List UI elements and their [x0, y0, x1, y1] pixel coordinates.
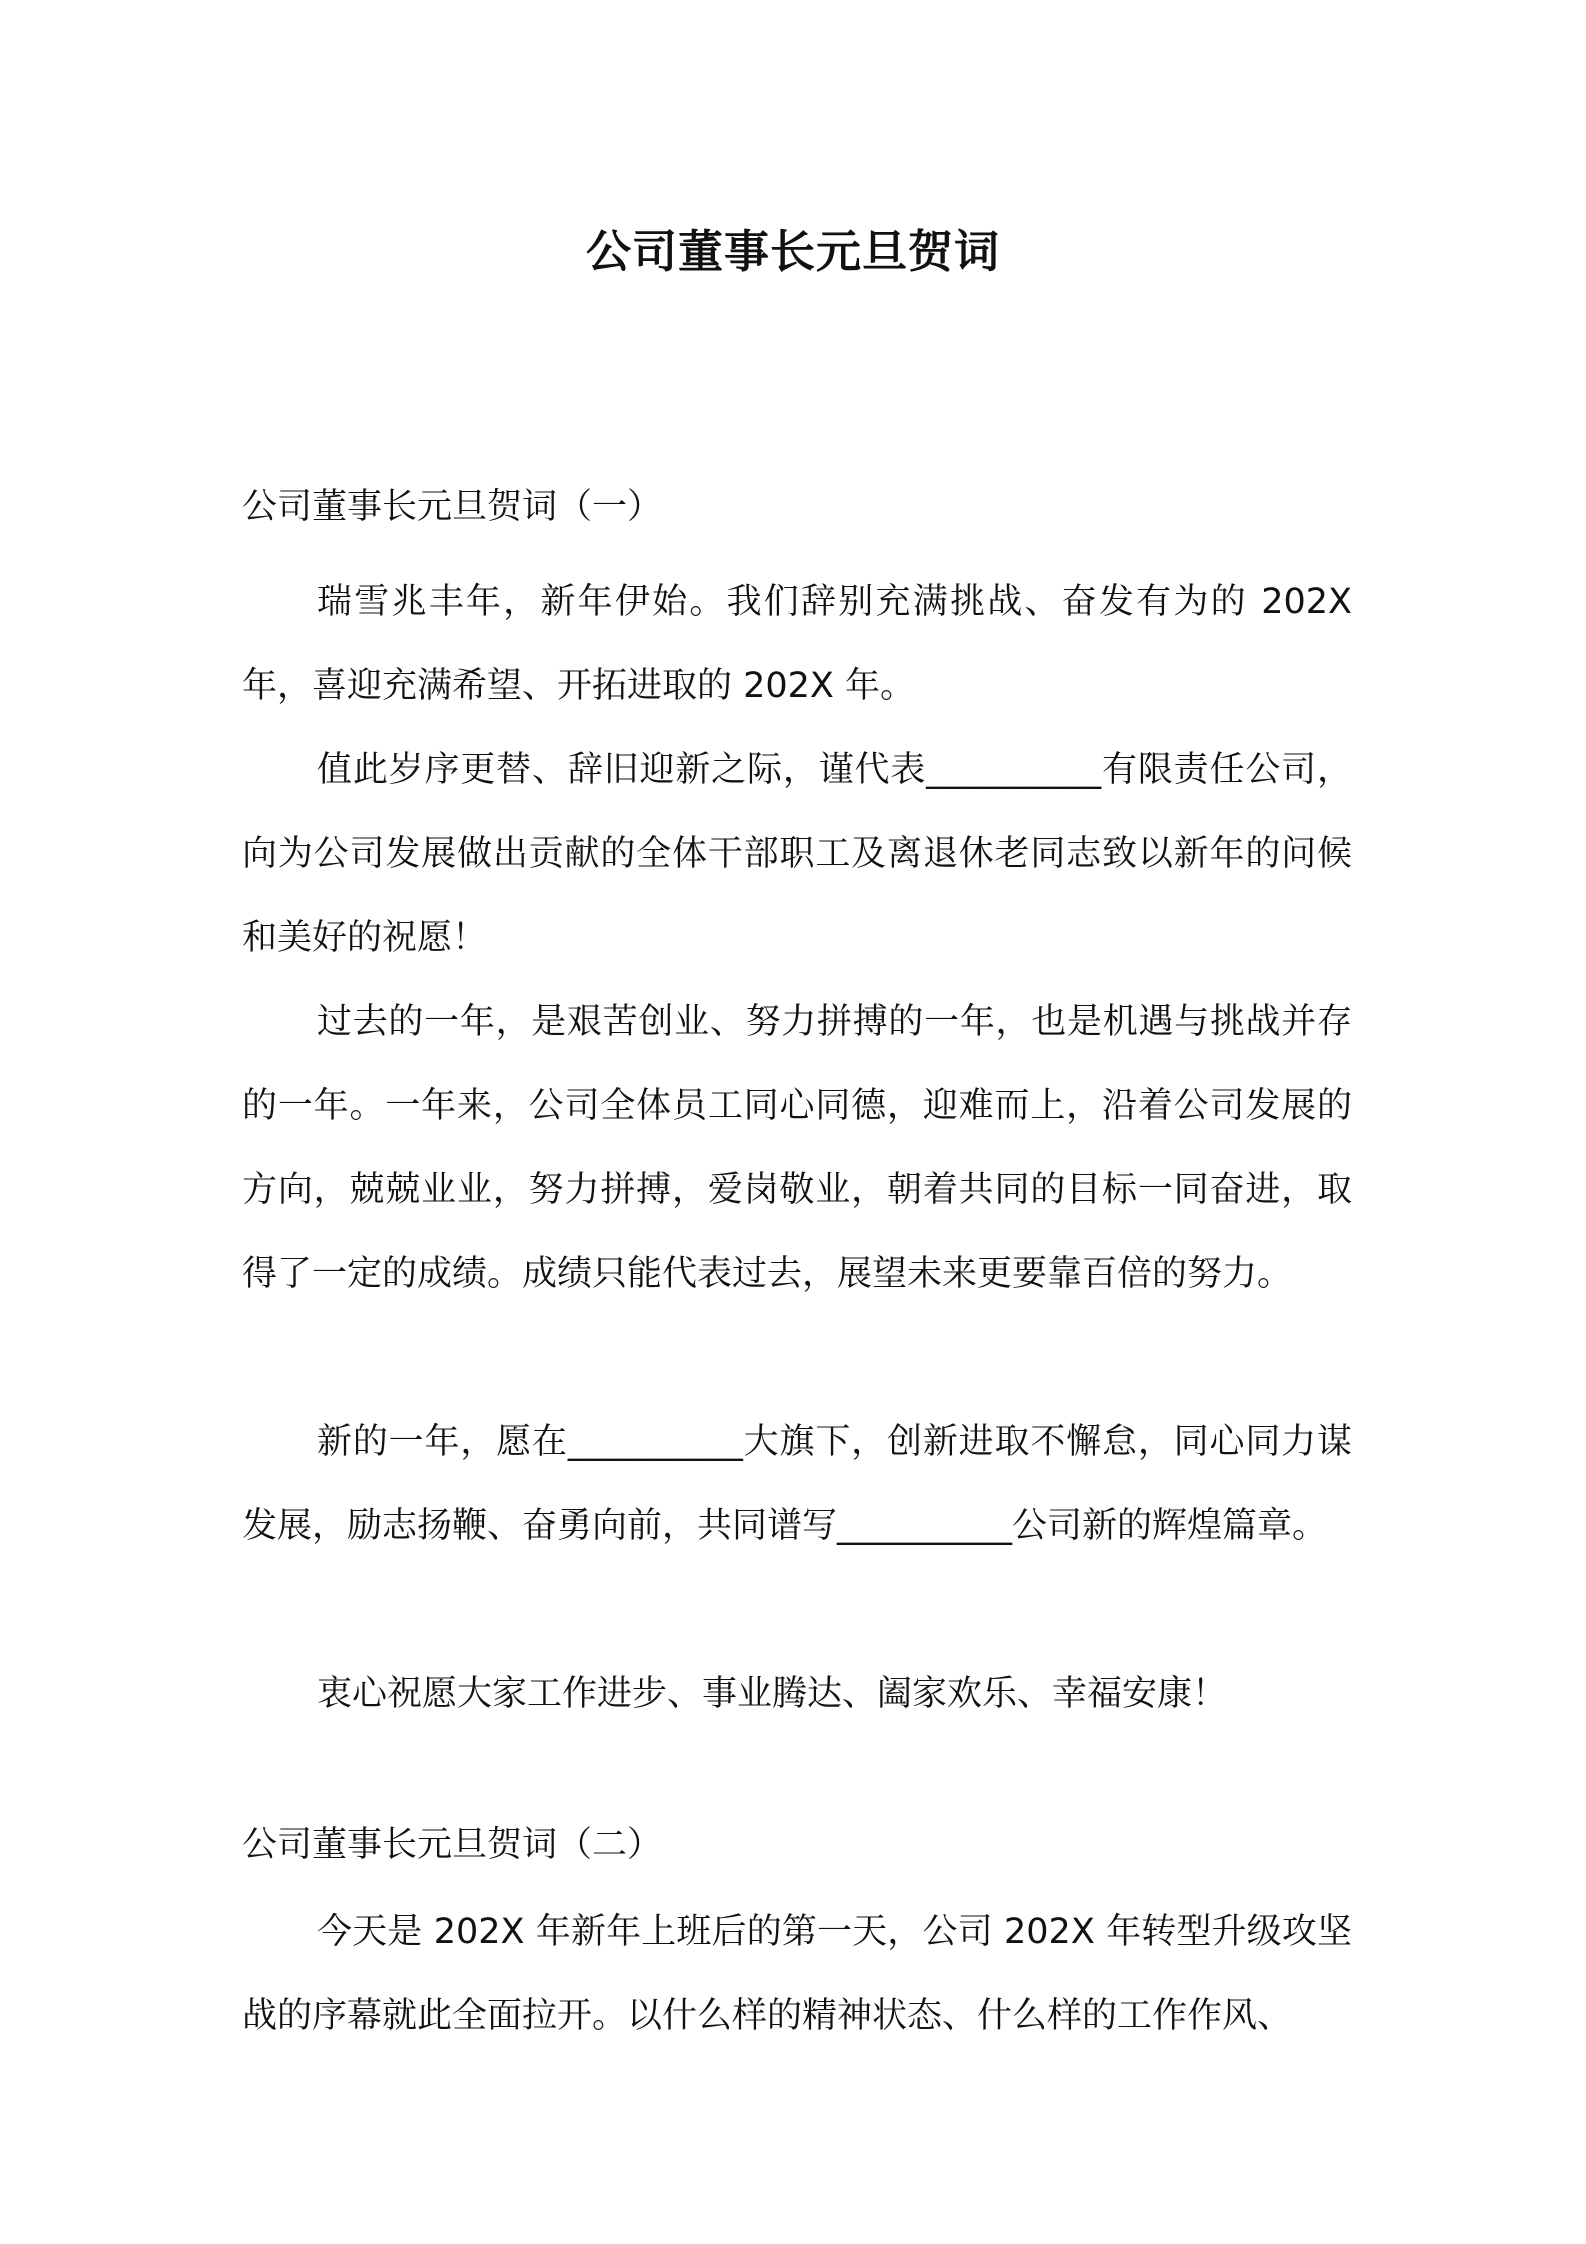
document-title: 公司董事长元旦贺词: [585, 225, 1000, 278]
paragraph: 过去的一年，是艰苦创业、努力拼搏的一年，也是机遇与挑战并存的一年。一年来，公司全体员工同心同德，迎难而上，沿着公司发展的方向，兢兢业业，努力拼搏，爱岗敬业，朝着共同的目标一同奋进，取得了一定的成绩。成绩只能代表过去，展望未来更要靠百倍的努力。: [242, 1002, 1352, 1294]
paragraph: 值此岁序更替、辞旧迎新之际，谨代表__________有限责任公司，向为公司发展做出贡献的全体干部职工及离退休老同志致以新年的问候和美好的祝愿！: [242, 750, 1352, 958]
section-heading-2: 公司董事长元旦贺词（二）: [242, 1825, 663, 1865]
paragraph: 衷心祝愿大家工作进步、事业腾达、阖家欢乐、幸福安康！: [317, 1674, 1228, 1714]
paragraph: 今天是 202X 年新年上班后的第一天，公司 202X 年转型升级攻坚战的序幕就此全面拉开。以什么样的精神状态、什么样的工作作风、: [242, 1912, 1352, 2036]
paragraph: 瑞雪兆丰年，新年伊始。我们辞别充满挑战、奋发有为的 202X 年，喜迎充满希望、开拓进取的 202X 年。: [242, 582, 1352, 706]
section-heading-1: 公司董事长元旦贺词（一）: [242, 487, 663, 527]
paragraph: 新的一年，愿在__________大旗下，创新进取不懈怠，同心同力谋发展，励志扬鞭、奋勇向前，共同谱写__________公司新的辉煌篇章。: [242, 1422, 1352, 1546]
